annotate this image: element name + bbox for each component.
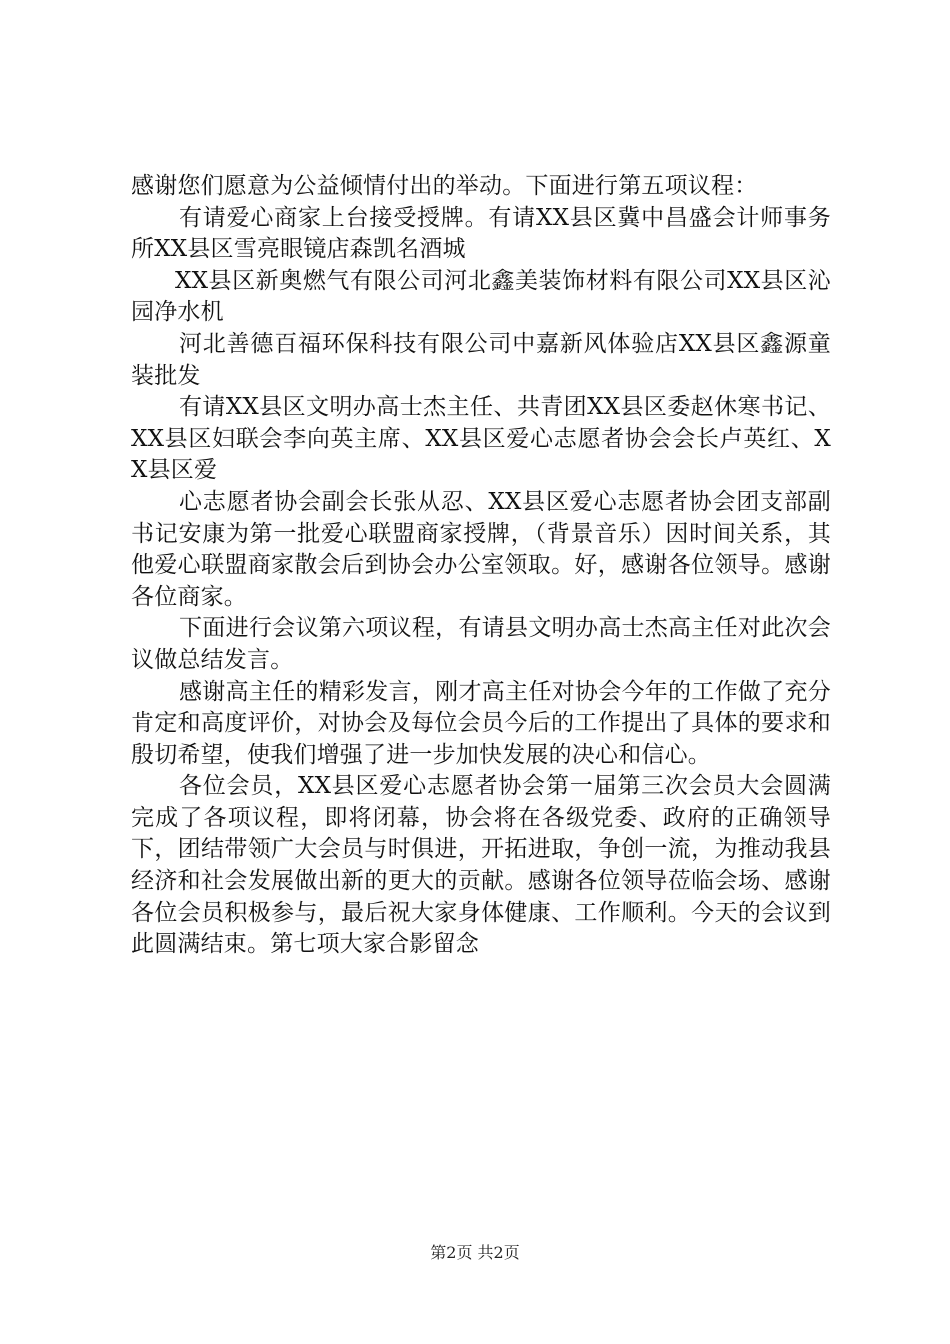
- document-body: [131, 171, 831, 961]
- paragraph-6: 心志愿者协会副会长张从忍、XX县区爱心志愿者协会团支部副书记安康为第一批爱心联盟商家授牌，（背景音乐）因时间关系，其他爱心联盟商家散会后到协会办公室领取。好，感谢各位领导。感谢各位商家。: [131, 488, 831, 610]
- paragraph-5: 有请XX县区文明办高士杰主任、共青团XX县区委赵休寒书记、XX县区妇联会李向英主席、XX县区爱心志愿者协会会长卢英红、XX县区爱: [131, 394, 831, 484]
- paragraph-1: 感谢您们愿意为公益倾情付出的举动。下面进行第五项议程：: [131, 173, 758, 199]
- paragraph-4: 河北善德百福环保科技有限公司中嘉新风体验店XX县区鑫源童装批发: [131, 330, 831, 389]
- paragraph-2: 有请爱心商家上台接受授牌。有请XX县区冀中昌盛会计师事务所XX县区雪亮眼镜店森凯名酒城: [131, 204, 831, 263]
- page-number-label: 第2页 共2页: [430, 1243, 520, 1262]
- paragraph-8: 感谢高主任的精彩发言，刚才高主任对协会今年的工作做了充分肯定和高度评价，对协会及每位会员今后的工作提出了具体的要求和殷切希望，使我们增强了进一步加快发展的决心和信心。: [131, 678, 831, 768]
- page-footer: [0, 1242, 950, 1264]
- paragraph-3: XX县区新奥燃气有限公司河北鑫美装饰材料有限公司XX县区沁园净水机: [131, 267, 831, 326]
- paragraph-7: 下面进行会议第六项议程，有请县文明办高士杰高主任对此次会议做总结发言。: [131, 615, 831, 673]
- paragraph-9: 各位会员，XX县区爱心志愿者协会第一届第三次会员大会圆满完成了各项议程，即将闭幕，协会将在各级党委、政府的正确领导下，团结带领广大会员与时俱进，开拓进取，争创一流，为推动我县经济和社会发展做出新的更大的贡献。感谢各位领导莅临会场、感谢各位会员积极参与，最后祝大家身体健康、工作顺利。今天的会议到此圆满结束。第七项大家合影留念: [131, 773, 831, 958]
